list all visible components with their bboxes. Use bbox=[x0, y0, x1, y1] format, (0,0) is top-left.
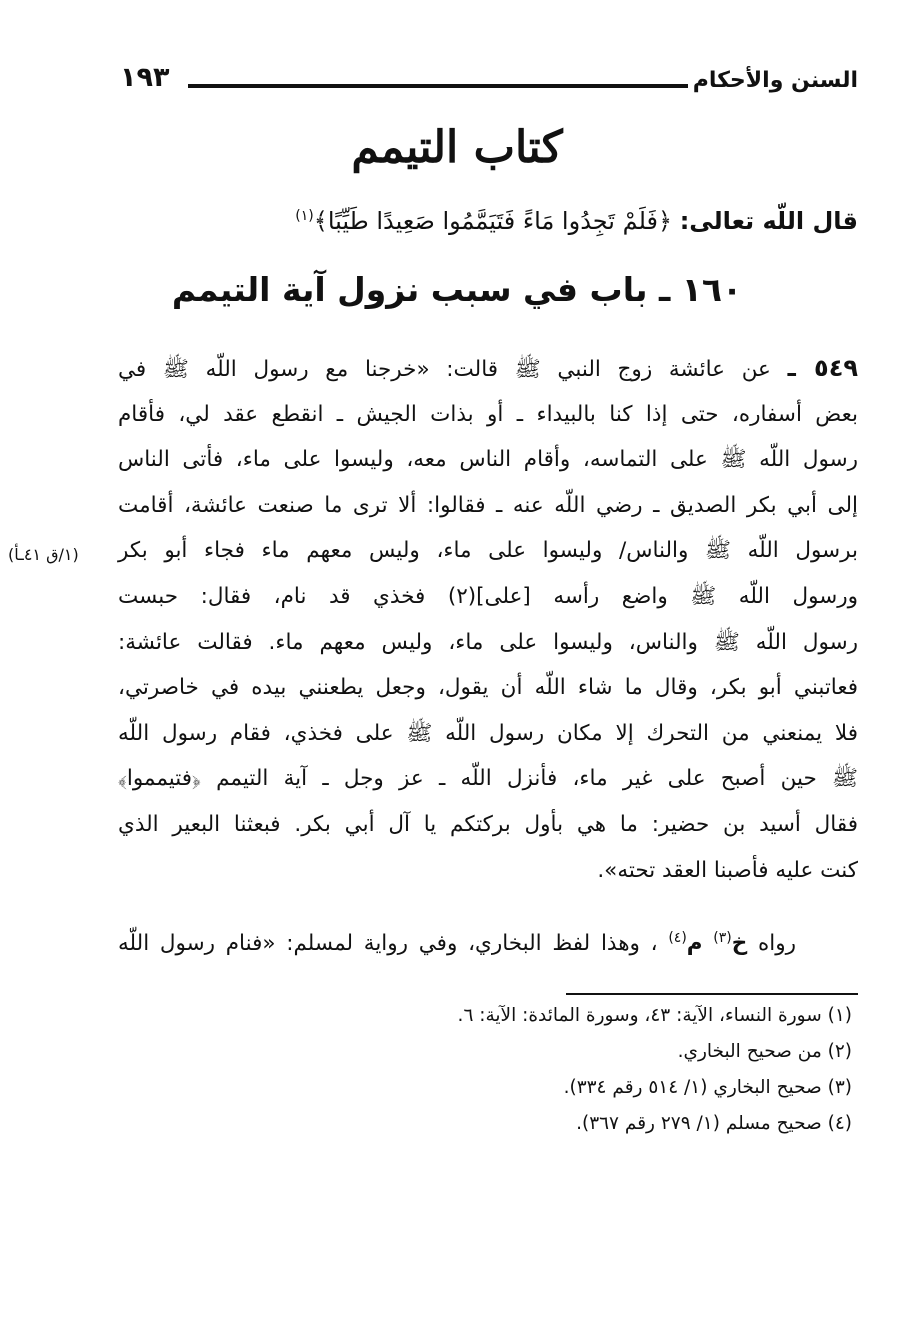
verse-text: ﴿فَلَمْ تَجِدُوا مَاءً فَتَيَمَّمُوا صَعِيدًا طَيِّبًا﴾ bbox=[313, 207, 673, 235]
footnote-marker-1: (١) bbox=[295, 208, 314, 224]
hadith-line: فعاتبني أبو بكر، وقال ما شاء اللّه أن يقول، وجعل يطعنني بيده في خاصرتي، bbox=[118, 675, 858, 701]
muslim-symbol: م bbox=[686, 931, 703, 957]
footnote-3: (٣) صحيح البخاري (١/ ٥١٤ رقم ٣٣٤). bbox=[563, 1077, 852, 1098]
footnote-separator bbox=[566, 993, 858, 995]
hadith-line: رسول اللّه ﷺ على التماسه، وأقام الناس معه، وليسوا على ماء، فأتى الناس bbox=[118, 447, 858, 473]
hadith-text bbox=[118, 346, 858, 893]
hadith-line: كنت عليه فأصبنا العقد تحته». bbox=[597, 857, 858, 883]
hadith-line: إلى أبي بكر الصديق ـ رضي اللّه عنه ـ فقالوا: ألا ترى ما صنعت عائشة، أقامت bbox=[118, 492, 858, 518]
hadith-line: ﷺ حين أصبح على غير ماء، فأنزل اللّه ـ عز وجل ـ آية التيمم ﴿فتيمموا﴾ bbox=[118, 766, 858, 792]
footnote-1: (١) سورة النساء، الآية: ٤٣، وسورة المائدة: الآية: ٦. bbox=[457, 1005, 852, 1026]
running-header-title: السنن والأحكام bbox=[692, 68, 858, 93]
hadith-line: بعض أسفاره، حتى إذا كنا بالبيداء ـ أو بذات الجيش ـ انقطع عقد لي، فأقام bbox=[118, 401, 858, 427]
footnote-2: (٢) من صحيح البخاري. bbox=[677, 1041, 852, 1062]
hadith-number: ٥٤٩ ـ bbox=[787, 354, 858, 382]
hadith-line: ورسول اللّه ﷺ واضع رأسه [على](٢) فخذي قد نام، فقال: حبست bbox=[118, 583, 858, 609]
narration-line: رواه خ$^{(٣)}$ م$^{(٤)}$ ، وهذا لفظ البخاري، وفي رواية لمسلم: «فنام رسول اللّه bbox=[118, 930, 797, 957]
chapter-heading: ١٦٠ ـ باب في سبب نزول آية التيمم bbox=[171, 270, 743, 309]
hadith-line: ٥٤٩ ـ عن عائشة زوج النبي ﷺ قالت: «خرجنا مع رسول اللّه ﷺ في bbox=[118, 354, 858, 382]
book-title: كتاب التيمم bbox=[351, 122, 563, 173]
quran-verse bbox=[150, 196, 858, 241]
footnotes bbox=[160, 998, 852, 1142]
bukhari-symbol: خ bbox=[731, 931, 748, 957]
footnote-marker-3: (٣) bbox=[713, 930, 732, 946]
header-rule bbox=[188, 84, 688, 88]
page-number: ١٩٣ bbox=[120, 62, 170, 93]
hadith-line: فقال أسيد بن حضير: ما هي بأول بركتكم يا آل أبي بكر. فبعثنا البعير الذي bbox=[118, 811, 858, 837]
hadith-line: رسول اللّه ﷺ والناس، وليسوا على ماء، وليس معهم ماء. فقالت عائشة: bbox=[118, 629, 858, 655]
hadith-line: برسول اللّه ﷺ والناس/ وليسوا على ماء، وليس معهم ماء فجاء أبو بكر bbox=[118, 538, 858, 564]
running-header bbox=[120, 62, 858, 102]
footnote-4: (٤) صحيح مسلم (١/ ٢٧٩ رقم ٣٦٧). bbox=[576, 1113, 852, 1134]
footnote-marker-4: (٤) bbox=[668, 930, 687, 946]
manuscript-margin-note: (١/ق ٤١ـأ) bbox=[8, 545, 79, 564]
verse-lead: قال اللّه تعالى: bbox=[679, 207, 858, 235]
hadith-line: فلا يمنعني من التحرك إلا مكان رسول اللّه ﷺ على فخذي، فقام رسول اللّه bbox=[118, 720, 858, 746]
